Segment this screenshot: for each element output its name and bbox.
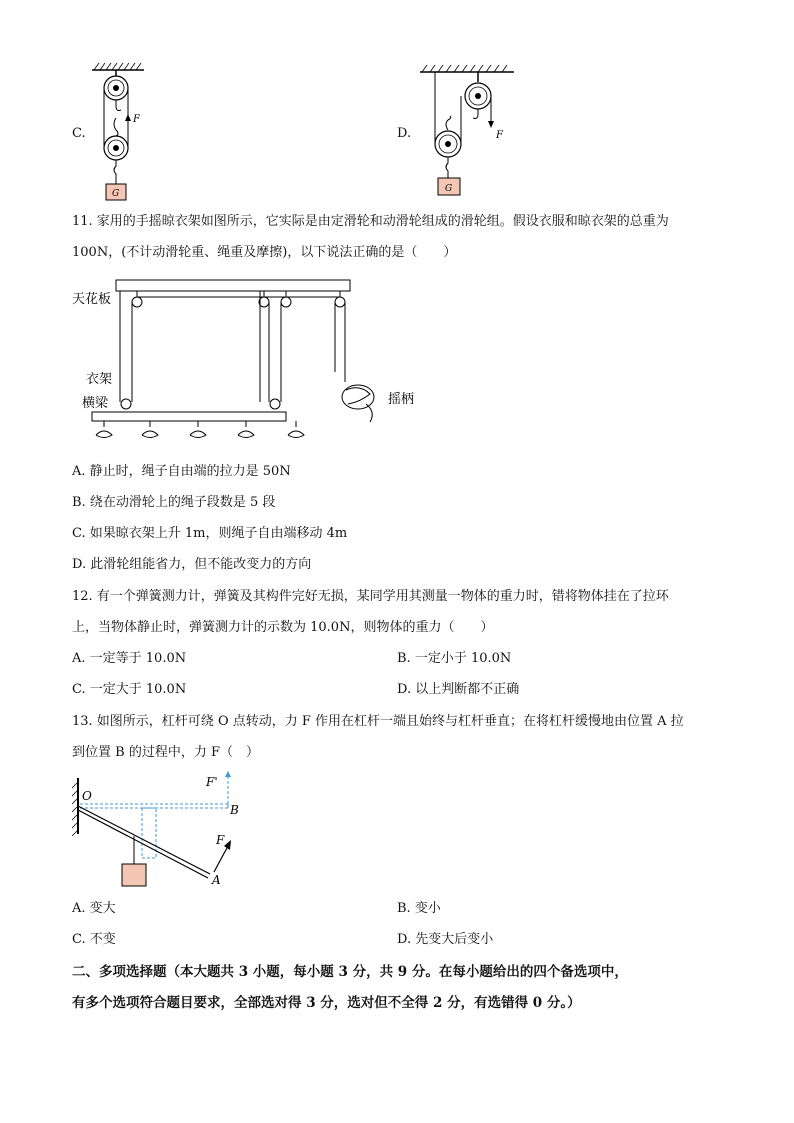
rack-label-1: 衣架 <box>86 372 113 387</box>
point-o-label: O <box>82 789 92 803</box>
q11-option-d: D. 此滑轮组能省力，但不能改变力的方向 <box>72 557 312 572</box>
force-label-d: F <box>496 130 503 141</box>
crank-label: 摇柄 <box>388 392 415 407</box>
drying-rack-figure <box>70 272 430 452</box>
pulley-figure-d <box>416 60 526 205</box>
q11-option-c: C. 如果晾衣架上升 1m，则绳子自由端移动 4m <box>72 526 348 541</box>
point-a-label: A <box>212 873 221 887</box>
q13-stem-line2: 到位置 B 的过程中，力 F（ ） <box>72 745 259 760</box>
ceiling-label: 天花板 <box>72 292 112 307</box>
force-prime-label: F' <box>206 775 218 789</box>
q13-option-c: C. 不变 <box>72 932 116 947</box>
q12-option-a: A. 一定等于 10.0N <box>72 651 187 666</box>
q13-option-b: B. 变小 <box>397 901 441 916</box>
lever-figure <box>68 768 248 894</box>
q10-option-c-label: C. <box>72 126 86 141</box>
q11-option-a: A. 静止时，绳子自由端的拉力是 50N <box>72 464 291 479</box>
force-label-c: F <box>133 114 140 125</box>
q13-option-d: D. 先变大后变小 <box>397 932 494 947</box>
section2-heading-line1: 二、多项选择题（本大题共 3 小题，每小题 3 分，共 9 分。在每小题给出的四个备选项中， <box>72 964 628 980</box>
q12-option-d: D. 以上判断都不正确 <box>397 682 520 697</box>
pulley-figure-c <box>88 58 158 208</box>
q11-stem-line1: 11. 家用的手摇晾衣架如图所示，它实际是由定滑轮和动滑轮组成的滑轮组。假设衣服和晾衣架的总重为 <box>72 214 669 229</box>
q10-option-d-label: D. <box>397 126 412 141</box>
q13-stem-line1: 13. 如图所示，杠杆可绕 O 点转动，力 F 作用在杠杆一端且始终与杠杆垂直；在将杠杆缓慢地由位置 A 拉 <box>72 714 684 729</box>
q11-stem-line2: 100N，(不计动滑轮重、绳重及摩擦)，以下说法正确的是（ ） <box>72 245 457 260</box>
rack-label-2: 横梁 <box>82 396 109 411</box>
force-f-label: F <box>216 833 225 847</box>
q12-stem-line1: 12. 有一个弹簧测力计，弹簧及其构件完好无损，某同学用其测量一物体的重力时，错将物体挂在了拉环 <box>72 589 669 604</box>
q12-option-c: C. 一定大于 10.0N <box>72 682 187 697</box>
q12-stem-line2: 上，当物体静止时，弹簧测力计的示数为 10.0N，则物体的重力（ ） <box>72 620 494 635</box>
q13-option-a: A. 变大 <box>72 901 116 916</box>
weight-label-d: G <box>445 184 453 194</box>
q12-option-b: B. 一定小于 10.0N <box>397 651 512 666</box>
section2-heading-line2: 有多个选项符合题目要求，全部选对得 3 分，选对但不全得 2 分，有选错得 0 分。） <box>72 995 581 1011</box>
point-b-label: B <box>230 803 239 817</box>
weight-label-c: G <box>112 189 120 199</box>
q11-option-b: B. 绕在动滑轮上的绳子段数是 5 段 <box>72 495 276 510</box>
